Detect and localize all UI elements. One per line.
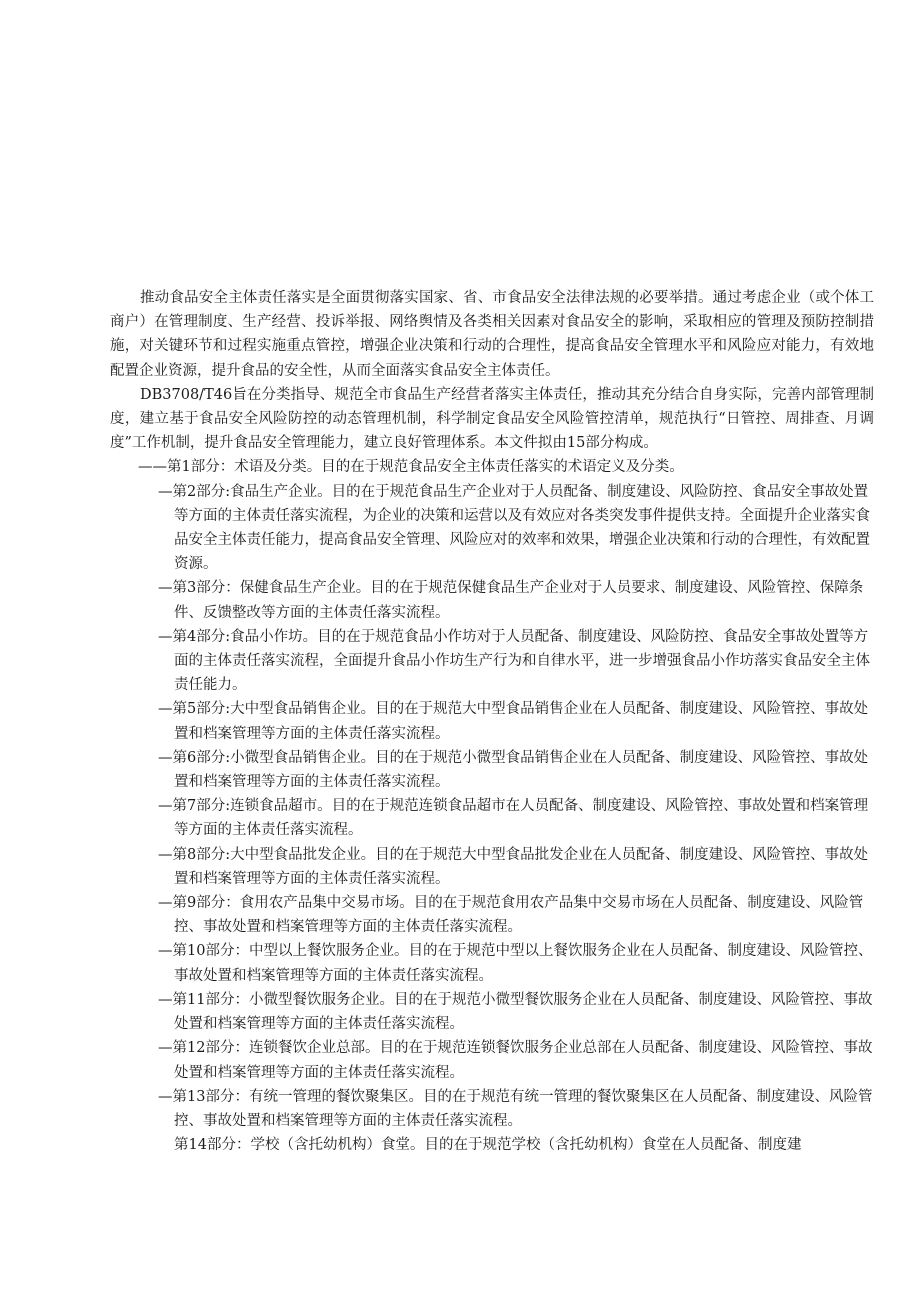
- list-item-text: 第10部分：中型以上餐饮服务企业。目的在于规范中型以上餐饮服务企业在人员配备、制度建设、风险管控、事故处置和档案管理等方面的主体责任落实流程。: [172, 943, 873, 984]
- list-item: [110, 939, 874, 987]
- dash-mark: —: [158, 749, 173, 766]
- list-item: [110, 891, 874, 939]
- document-body: [110, 286, 874, 1157]
- list-item-text: 第11部分：小微型餐饮服务企业。目的在于规范小微型餐饮服务企业在人员配备、制度建设、风险管控、事故处置和档案管理等方面的主体责任落实流程。: [172, 991, 873, 1033]
- intro-paragraph-2: DB3708/T46旨在分类指导、规范全市食品生产经营者落实主体责任，推动其充分结合自身实际，完善内部管理制度，建立基于食品安全风险防控的动态管理机制，科学制定食品安全风险管控清单，规范执行“日管控、周排查、月调度”工作机制，提升食品安全管理能力，建立良好管理体系。本文件拟由15部分构成。: [110, 386, 874, 452]
- intro-section: [110, 286, 874, 455]
- dash-mark: —: [158, 580, 173, 597]
- list-item-text: 第1部分：术语及分类。目的在于规范食品安全主体责任落实的术语定义及分类。: [167, 459, 684, 476]
- list-item: [110, 1036, 874, 1084]
- list-item-text: 第12部分：连锁餐饮企业总部。目的在于规范连锁餐饮服务企业总部在人员配备、制度建设、风险管控、事故处置和档案管理等方面的主体责任落实流程。: [172, 1040, 873, 1081]
- dash-mark: —: [158, 798, 173, 815]
- list-item-text: 第2部分:食品生产企业。目的在于规范食品生产企业对于人员配备、制度建设、风险防控、食品安全事故处置等方面的主体责任落实流程，为企业的决策和运营以及有效应对各类突发事件提供支持。全面提升企业落实食品安全主体责任能力，提高食品安全管理、风险应对的效率和效果，增强企业决策和行动的合理性，有效配置资源。: [172, 483, 870, 573]
- list-item: [110, 843, 874, 891]
- dash-mark: —: [158, 846, 173, 863]
- dash-mark: —: [158, 895, 173, 912]
- dash-mark: —: [158, 628, 173, 645]
- list-item: [110, 1085, 874, 1133]
- parts-list: [110, 455, 874, 1157]
- list-item: [110, 746, 874, 794]
- dash-mark: —: [158, 991, 173, 1008]
- list-item: [110, 794, 874, 842]
- dash-mark: —: [158, 1088, 173, 1105]
- list-item-text: 第13部分：有统一管理的餐饮聚集区。目的在于规范有统一管理的餐饮聚集区在人员配备、制度建设、风险管控、事故处置和档案管理等方面的主体责任落实流程。: [172, 1088, 873, 1129]
- dash-mark: ——: [138, 459, 167, 476]
- list-item: [110, 1133, 874, 1157]
- dash-mark: —: [158, 943, 173, 960]
- dash-mark: —: [158, 701, 173, 718]
- list-item-text: 第3部分：保健食品生产企业。目的在于规范保健食品生产企业对于人员要求、制度建设、风险管控、保障条件、反馈整改等方面的主体责任落实流程。: [172, 580, 864, 621]
- list-item-text: 第8部分:大中型食品批发企业。目的在于规范大中型食品批发企业在人员配备、制度建设、风险管控、事故处置和档案管理等方面的主体责任落实流程。: [172, 846, 869, 887]
- list-item-text: 第7部分:连锁食品超市。目的在于规范连锁食品超市在人员配备、制度建设、风险管控、事故处置和档案管理等方面的主体责任落实流程。: [172, 798, 869, 839]
- list-item: [110, 480, 874, 577]
- list-item: [110, 697, 874, 745]
- list-item-text: 第6部分:小微型食品销售企业。目的在于规范小微型食品销售企业在人员配备、制度建设、风险管控、事故处置和档案管理等方面的主体责任落实流程。: [172, 749, 869, 791]
- dash-mark: —: [158, 1040, 173, 1057]
- list-item-text: 第5部分:大中型食品销售企业。目的在于规范大中型食品销售企业在人员配备、制度建设、风险管控、事故处置和档案管理等方面的主体责任落实流程。: [172, 701, 869, 742]
- list-item-text: 第4部分:食品小作坊。目的在于规范食品小作坊对于人员配备、制度建设、风险防控、食品安全事故处置等方面的主体责任落实流程，全面提升食品小作坊生产行为和自律水平，进一步增强食品小作坊落实食品安全主体责任能力。: [172, 628, 870, 694]
- list-item-text: 第9部分：食用农产品集中交易市场。目的在于规范食用农产品集中交易市场在人员配备、制度建设、风险管控、事故处置和档案管理等方面的主体责任落实流程。: [172, 895, 864, 936]
- dash-mark: —: [158, 483, 173, 500]
- intro-paragraph-1: 推动食品安全主体责任落实是全面贯彻落实国家、省、市食品安全法律法规的必要举措。通过考虑企业（或个体工商户）在管理制度、生产经营、投诉举报、网络舆情及各类相关因素对食品安全的影响，采取相应的管理及预防控制措施，对关键环节和过程实施重点管控，增强企业决策和行动的合理性，提高食品安全管理水平和风险应对能力，有效地配置企业资源，提升食品的安全性，从而全面落实食品安全主体责任。: [110, 290, 874, 379]
- list-item-text: 第14部分：学校（含托幼机构）食堂。目的在于规范学校（含托幼机构）食堂在人员配备、制度建: [174, 1137, 802, 1154]
- list-item: [110, 576, 874, 624]
- list-item: [110, 455, 874, 479]
- list-item: [110, 988, 874, 1036]
- list-item: [110, 625, 874, 698]
